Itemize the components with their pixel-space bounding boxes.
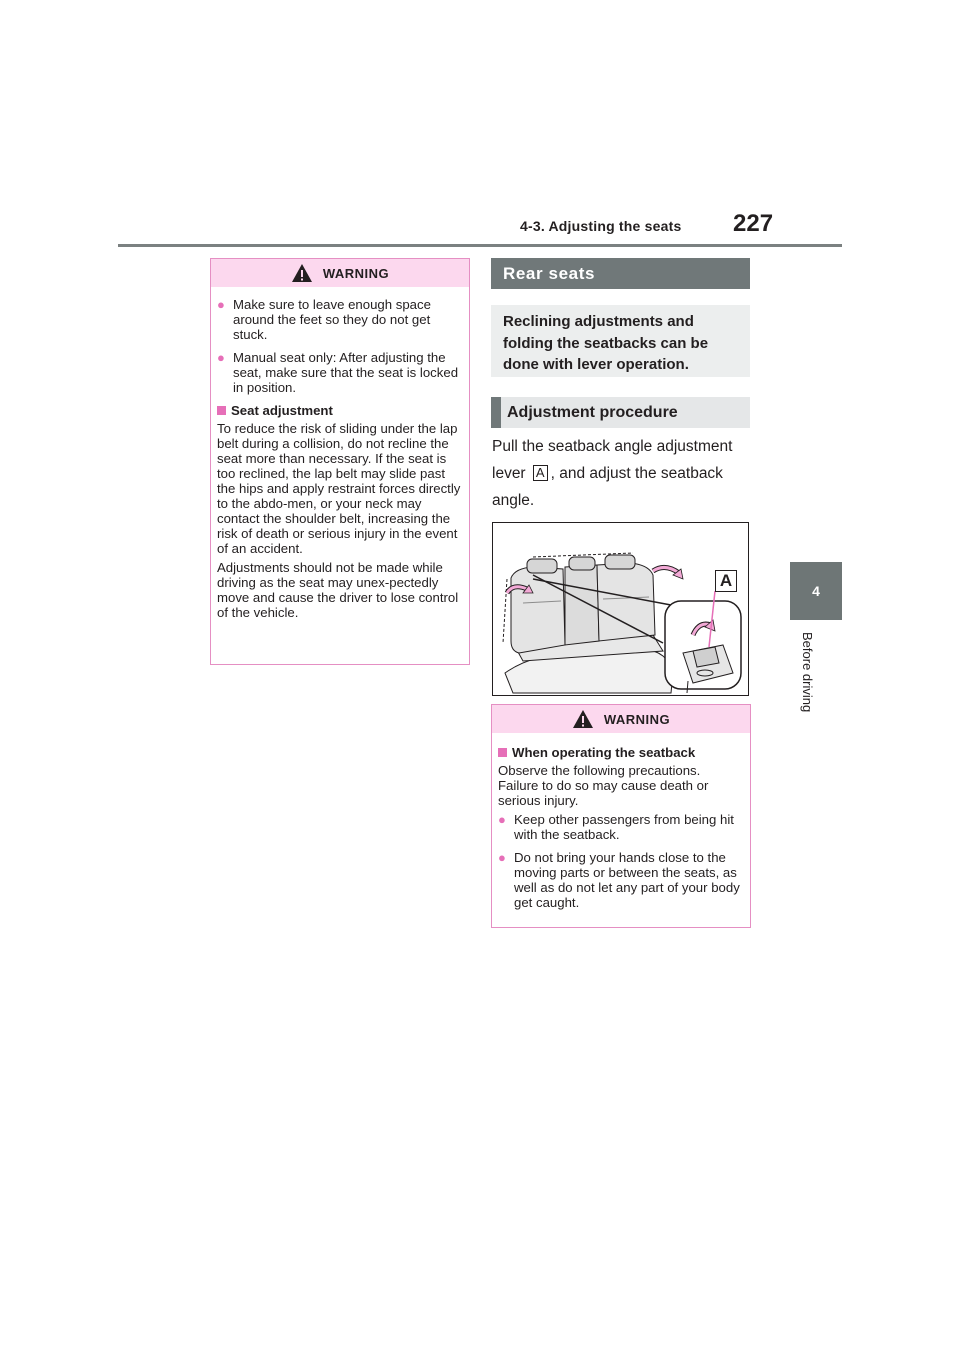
header-rule bbox=[118, 244, 842, 247]
bullet-dot-icon: ● bbox=[498, 812, 506, 827]
left-warning-paragraph: To reduce the risk of sliding under the lap belt during a collision, do not recline the seat more than necessary. If the seat is too reclined, the lap belt may slide past the hips and apply restraint forces directly to the abdo-men, or your neck may contact the shoulder belt, increasing the risk of death or serious injury in the event of an accident. bbox=[217, 421, 461, 556]
left-warning-bullet-text: Manual seat only: After adjusting the seat, make sure that the seat is locked in position. bbox=[233, 350, 459, 395]
instruction-after: , and adjust the seatback angle. bbox=[492, 465, 723, 509]
page-number: 227 bbox=[733, 210, 774, 237]
bullet-dot-icon: ● bbox=[217, 297, 225, 312]
left-warning-header bbox=[211, 259, 469, 287]
adjustment-procedure-heading: Adjustment procedure bbox=[491, 397, 750, 428]
left-warning-heading: WARNING bbox=[322, 265, 390, 281]
right-warning-box bbox=[491, 704, 751, 928]
rear-seats-summary: Reclining adjustments and folding the seatbacks can be done with lever operation. bbox=[491, 305, 750, 377]
left-warning-subheading-text: Seat adjustment bbox=[231, 403, 333, 418]
warning-triangle-icon bbox=[572, 709, 594, 729]
callout-a-inline: A bbox=[533, 465, 548, 481]
header-section-title: 4-3. Adjusting the seats bbox=[520, 218, 682, 234]
right-warning-bullet-text: Keep other passengers from being hit with the seatback. bbox=[514, 812, 734, 842]
figure-callout-a: A bbox=[715, 570, 737, 592]
adjustment-instruction bbox=[492, 433, 754, 514]
left-warning-paragraph: Adjustments should not be made while driving as the seat may unex-pectedly move and cause the driver to lose control of the vehicle. bbox=[217, 560, 459, 620]
warning-triangle-icon bbox=[291, 263, 313, 283]
left-warning-bullet bbox=[217, 350, 463, 395]
left-warning-bullet-text: Make sure to leave enough space around the feet so they do not get stuck. bbox=[233, 297, 431, 342]
chapter-label: Before driving bbox=[800, 632, 815, 713]
right-warning-subheading bbox=[498, 745, 744, 760]
right-warning-bullet bbox=[498, 812, 744, 842]
rear-seat-drawing bbox=[493, 523, 748, 695]
right-warning-heading: WARNING bbox=[603, 711, 671, 727]
rear-seats-section-bar: Rear seats bbox=[491, 258, 750, 289]
right-warning-intro: Observe the following precautions. Failure to do so may cause death or serious injury. bbox=[498, 763, 709, 808]
instruction-before: Pull the seatback angle adjustment lever bbox=[492, 438, 733, 482]
right-warning-bullet bbox=[498, 850, 744, 910]
bullet-dot-icon: ● bbox=[217, 350, 225, 365]
right-warning-subheading-text: When operating the seatback bbox=[512, 745, 696, 760]
right-warning-bullet-text: Do not bring your hands close to the moving parts or between the seats, as well as do not let any part of your body get caught. bbox=[514, 850, 740, 910]
left-warning-box bbox=[210, 258, 470, 665]
square-bullet-icon bbox=[498, 748, 507, 757]
left-warning-bullet bbox=[217, 297, 463, 342]
square-bullet-icon bbox=[217, 406, 226, 415]
left-warning-subheading bbox=[217, 403, 463, 418]
rear-seat-illustration bbox=[492, 522, 749, 696]
right-warning-header bbox=[492, 705, 750, 733]
bullet-dot-icon: ● bbox=[498, 850, 506, 865]
chapter-tab: 4 bbox=[790, 562, 842, 620]
